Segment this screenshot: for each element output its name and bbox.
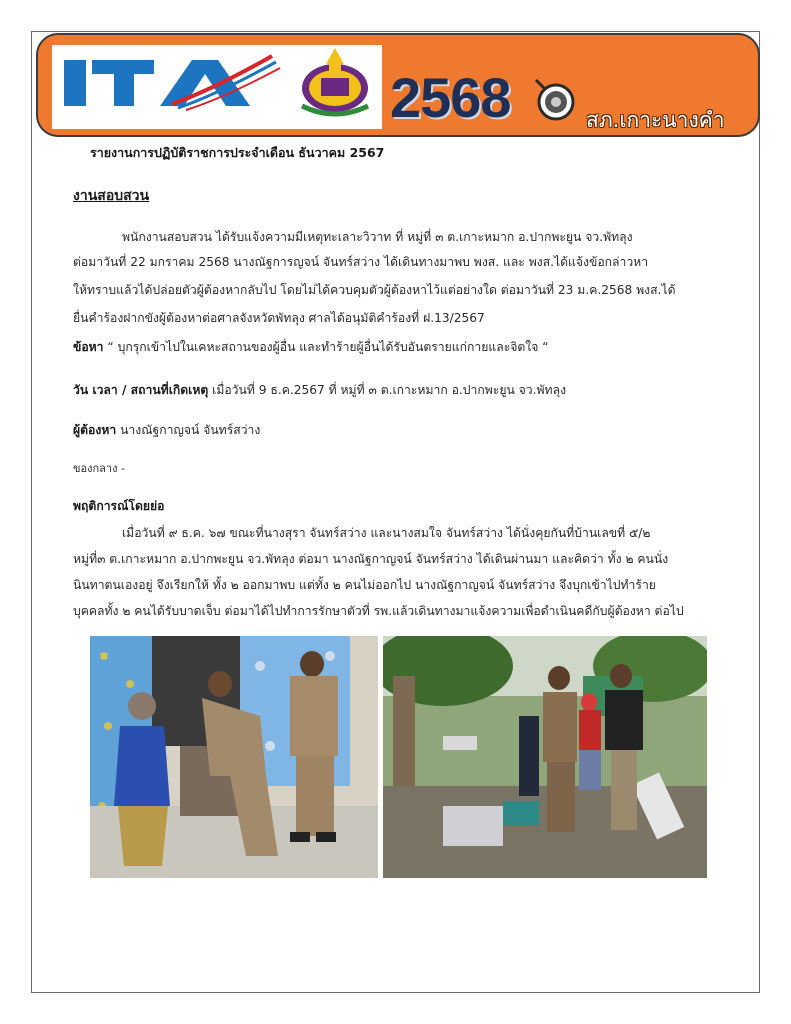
evidence-photo-outdoor (383, 636, 707, 878)
ita-logo (62, 52, 282, 114)
paragraph-line: ยื่นคำร้องฝากขังผู้ต้องหาต่อศาลจังหวัดพัทลุง ศาลได้อนุมัติคำร้องที่ ฝ.13/2567 (73, 311, 485, 325)
paragraph-line: พนักงานสอบสวน ได้รับแจ้งความมีเหตุทะเลาะวิวาท ที่ หมู่ที่ ๓ ต.เกาะหมาก อ.ปากพะยูน จว.พัทลุง (122, 230, 633, 244)
report-title: รายงานการปฏิบัติราชการประจำเดือน ธันวาคม 2567 (90, 145, 385, 160)
police-badge-icon (528, 74, 578, 124)
incident-label: วัน เวลา / สถานที่เกิดเหตุ (73, 383, 209, 397)
suspect-value: นางณัฐกาญจน์ จันทร์สว่าง (116, 423, 261, 437)
suspect-label: ผู้ต้องหา (73, 423, 117, 437)
suspect-row (73, 423, 260, 438)
incident-value: เมื่อวันที่ 9 ธ.ค.2567 ที่ หมู่ที่ ๓ ต.เกาะหมาก อ.ปากพะยูน จว.พัทลุง (208, 383, 567, 397)
charge-row (73, 340, 549, 355)
exhibit-label: ของกลาง (73, 462, 118, 475)
police-crest-icon (296, 46, 374, 120)
year-label: 2568 (390, 66, 511, 129)
summary-line: บุคคลทั้ง ๒ คนได้รับบาดเจ็บ ต่อมาได้ไปทำการรักษาตัวที่ รพ.แล้วเดินทางมาแจ้งความเพื่อดำเนินคดีกับผู้ต้องหา ต่อไป (73, 604, 684, 618)
paragraph-line: ให้ทราบแล้วได้ปล่อยตัวผู้ต้องหากลับไป โดยไม่ได้ควบคุมตัวผู้ต้องหาไว้แต่อย่างใด ต่อมาวันที่ 23 ม.ค.2568 พงส.ได้ (73, 283, 676, 297)
summary-title: พฤติการณ์โดยย่อ (73, 499, 165, 513)
exhibit-row (73, 462, 125, 475)
exhibit-value: - (117, 462, 125, 475)
incident-row (73, 383, 566, 398)
evidence-photo-indoor (90, 636, 378, 878)
section-title: งานสอบสวน (73, 188, 150, 204)
charge-label: ข้อหา (73, 340, 104, 354)
summary-line: เมื่อวันที่ ๙ ธ.ค. ๖๗ ขณะที่นางสุรา จันทร์สว่าง และนางสมใจ จันทร์สว่าง ได้นั่งคุยกันที่บ้านเลขที่ ๕/๒ (122, 526, 651, 540)
station-name: สภ.เกาะนางคำ (586, 108, 725, 132)
summary-line: หมู่ที่๓ ต.เกาะหมาก อ.ปากพะยูน จว.พัทลุง ต่อมา นางณัฐกาญจน์ จันทร์สว่าง ได้เดินผ่านมา และคิดว่า ทั้ง ๒ คนนั่ง (73, 552, 669, 566)
charge-value: “ บุกรุกเข้าไปในเคหะสถานของผู้อื่น และทำร้ายผู้อื่นได้รับอันตรายแก่กายและจิตใจ “ (103, 340, 549, 354)
summary-line: นินทาตนเองอยู่ จึงเรียกให้ ทั้ง ๒ ออกมาพบ แต่ทั้ง ๒ คนไม่ออกไป นางณัฐกาญจน์ จันทร์สว่าง จึงบุกเข้าไปทำร้าย (73, 578, 656, 592)
paragraph-line: ต่อมาวันที่ 22 มกราคม 2568 นางณัฐการญจน์ จันทร์สว่าง ได้เดินทางมาพบ พงส. และ พงส.ได้แจ้งข้อกล่าวหา (73, 255, 649, 269)
